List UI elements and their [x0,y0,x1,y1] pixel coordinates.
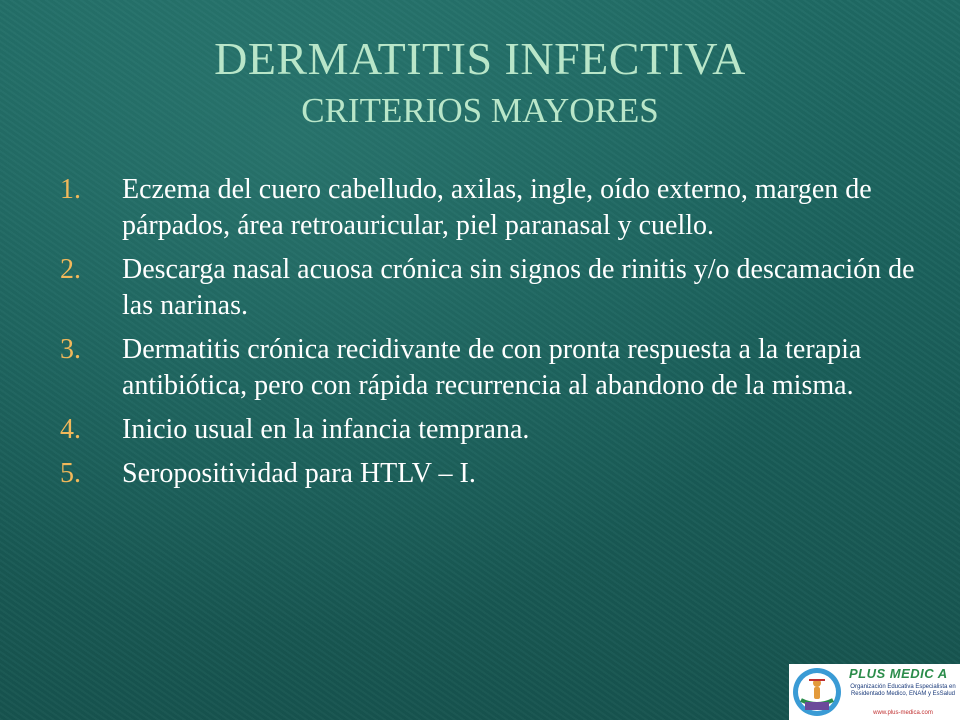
title-subtitle: CRITERIOS MAYORES [301,91,659,130]
list-item-number: 2. [60,254,81,285]
plus-medica-logo [789,664,960,720]
logo-name: PLUS MEDIC A [849,666,948,681]
list-item-text: Descarga nasal acuosa crónica sin signos de rinitis y/o descamación de las narinas. [122,254,915,321]
list-item [60,412,920,448]
list-item [60,332,920,404]
list-item [60,456,920,492]
logo-subtitle: Organización Educativa Especialista en Residentado Medico, ENAM y EsSalud [850,684,956,697]
list-item [60,172,920,244]
list-item [60,252,920,324]
list-item-number: 3. [60,334,81,365]
criteria-list [60,172,920,500]
list-item-number: 4. [60,414,81,445]
list-item-text: Inicio usual en la infancia temprana. [122,414,530,445]
title-main: DERMATITIS INFECTIVA [214,33,746,84]
list-item-number: 1. [60,174,81,205]
list-item-number: 5. [60,458,81,489]
list-item-text: Seropositividad para HTLV – I. [122,458,476,489]
medical-emblem-icon [791,666,843,718]
list-item-text: Dermatitis crónica recidivante de con pronta respuesta a la terapia antibiótica, pero con rápida recurrencia al abandono de la misma. [122,334,862,401]
list-item-text: Eczema del cuero cabelludo, axilas, ingle, oído externo, margen de párpados, área retroauricular, piel paranasal y cuello. [122,174,872,241]
slide-title [0,30,960,134]
logo-url: www.plus-medica.com [873,710,933,716]
